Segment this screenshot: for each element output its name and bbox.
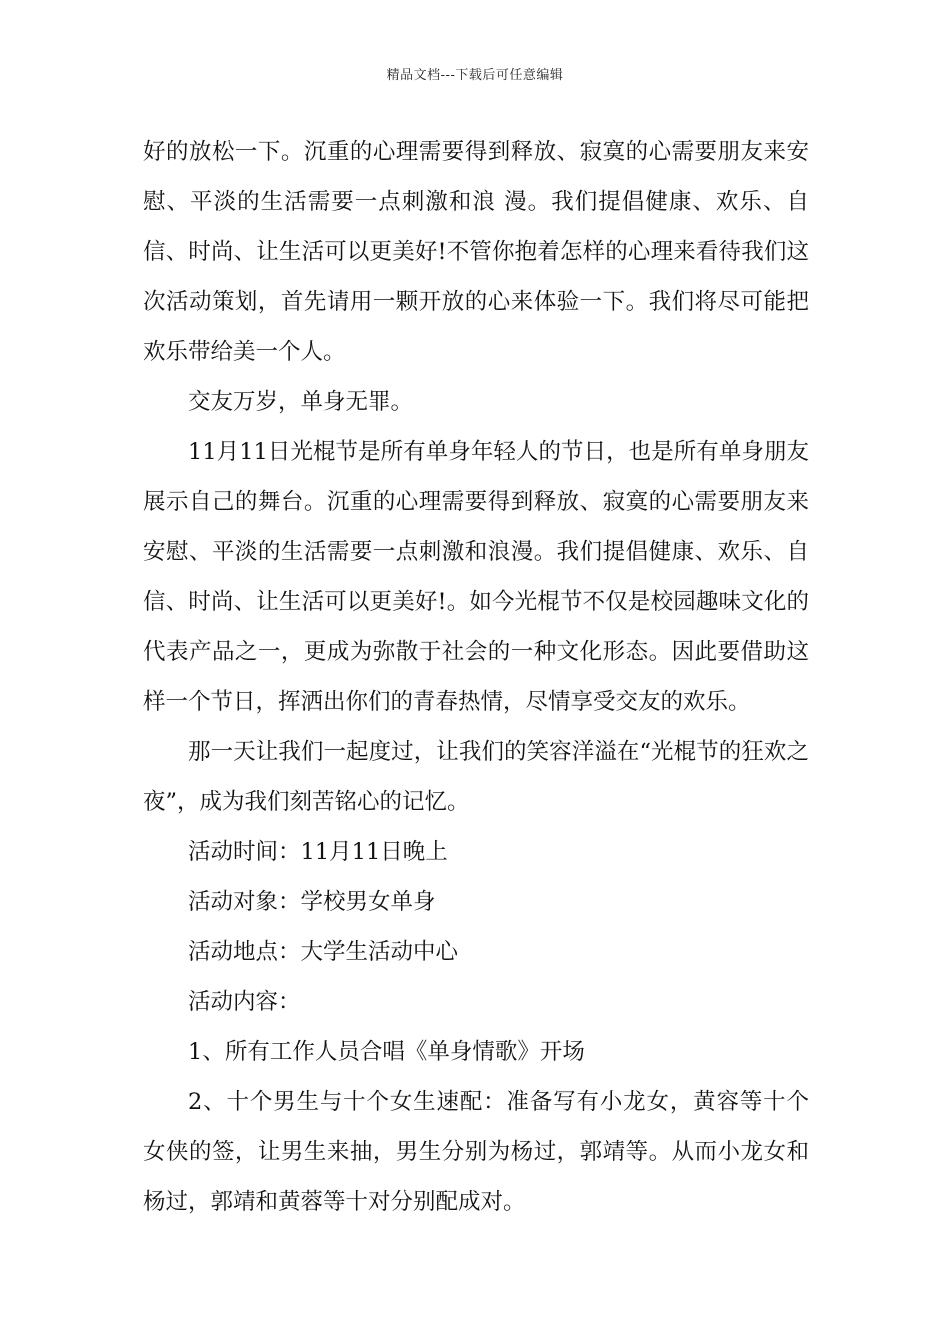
activity-audience: 活动对象：学校男女单身 [188,889,436,915]
paragraph-background: 11月11日光棍节是所有单身年轻人的节日，也是所有单身朋友展示自己的舞台。沉重的心理需要得到释放、寂寞的心需要朋友来安慰、平淡的生活需要一点刺激和浪漫。我们提倡健康、欢乐、自信、时尚、让生活可以更美好!。如今光棍节不仅是校园趣味文化的代表产品之一，更成为弥散于社会的一种文化形态。因此要借助这样一个节日，挥洒出你们的青春热情，尽情享受交友的欢乐。 [143,439,809,715]
activity-location: 活动地点：大学生活动中心 [188,939,459,965]
activity-content-heading: 活动内容： [188,989,301,1015]
activity-item-1: 1、所有工作人员合唱《单身情歌》开场 [188,1039,585,1065]
paragraph-continuation: 好的放松一下。沉重的心理需要得到释放、寂寞的心需要朋友来安慰、平淡的生活需要一点刺激和浪 漫。我们提倡健康、欢乐、自信、时尚、让生活可以更美好!不管你抱着怎样的心理来看待我们这次活动策划，首先请用一颗开放的心来体验一下。我们将尽可能把欢乐带给美一个人。 [143,139,809,365]
document-body [143,127,809,1227]
page-header: 精品文档---下载后可任意编辑 [386,68,564,83]
activity-time: 活动时间：11月11日晚上 [188,839,448,865]
paragraph-slogan: 交友万岁，单身无罪。 [188,389,414,415]
activity-item-2: 2、十个男生与十个女生速配：准备写有小龙女，黄容等十个女侠的签，让男生来抽，男生分别为杨过，郭靖等。从而小龙女和杨过，郭靖和黄蓉等十对分别配成对。 [143,1089,809,1215]
paragraph-invitation: 那一天让我们一起度过，让我们的笑容洋溢在“光棍节的狂欢之夜”，成为我们刻苦铭心的记忆。 [143,739,809,815]
